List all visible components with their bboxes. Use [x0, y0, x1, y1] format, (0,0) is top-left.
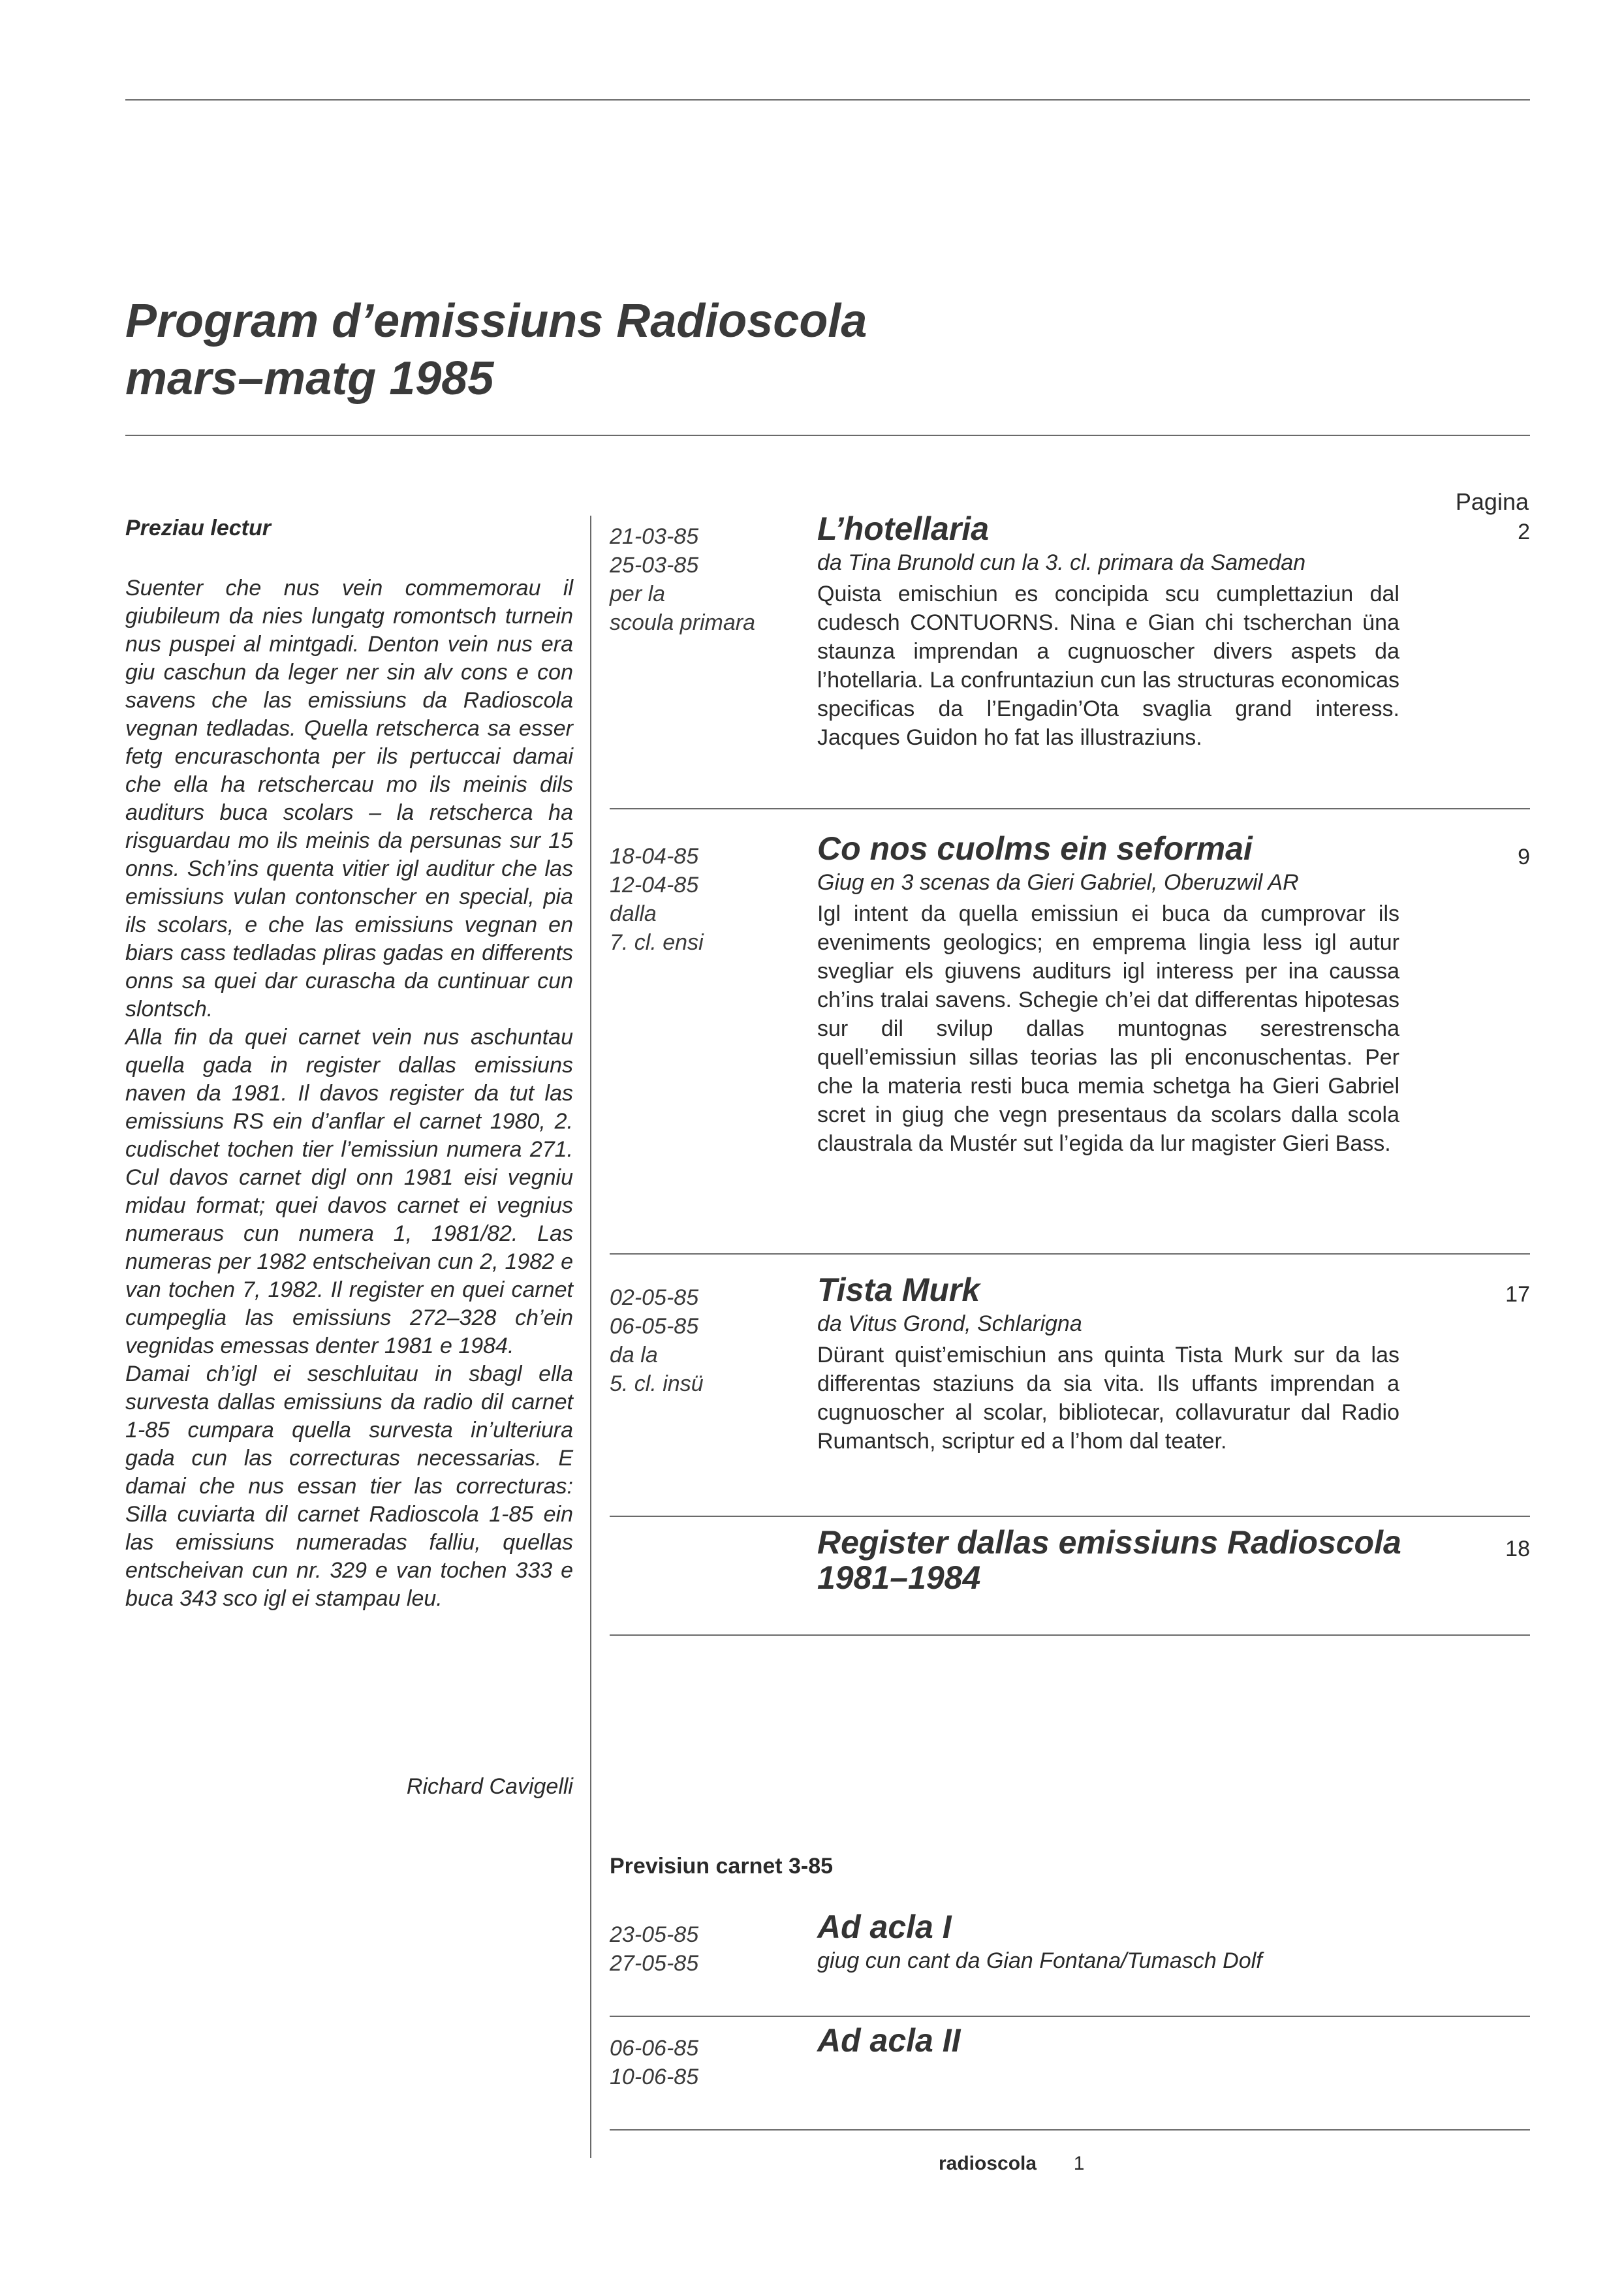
episode-page-number: 9: [1518, 845, 1530, 869]
date: 10-06-85: [610, 2065, 699, 2089]
preview-rule-2: [610, 2129, 1530, 2131]
preview-heading: Previsiun carnet 3-85: [610, 1854, 834, 1879]
preview-subtitle: giug cun cant da Gian Fontana/Tumasch Dolf: [817, 1948, 1262, 1973]
audience: 7. cl. ensi: [610, 930, 704, 955]
episode-page-number: 17: [1505, 1282, 1530, 1307]
intro-paragraph: Damai ch’igl ei seschluitau in sbagl ella survesta dallas emissiuns da radio dil carnet 1-85 cumpara quella survesta in’ulteriura gada cun las correcturas necessarias. E damai che nus essan tier las correcturas: Silla cuviarta dil carnet Radioscola 1-85 ein las emissiuns numeradas falliu, quellas entscheivan cun nr. 329 e van tochen 333 e buca 343 sco igl ei stampau leu.: [125, 1362, 573, 1611]
register-title: [817, 1525, 1401, 1595]
episode-page-number: 2: [1518, 520, 1530, 544]
episode-title: Tista Murk: [817, 1272, 980, 1308]
intro-paragraph: Suenter che nus vein commemorau il giubileum da nies lungatg romontsch turnein nus puspei al mintgadi. Denton vein nus era giu caschun da leger ner sin alv cons e con savens che las emissiuns da Radioscola vegnan tedladas. Quella retscherca sa esser fetg encuraschonta per ils pertuccai damai che ella ha retschercau mo ils meinis dils auditurs buca scolars – la retscherca ha risguardau mo ils meinis da persunas sur 15 onns. Sch’ins quenta vitier igl auditur che las emissiuns vulan contonscher en special, pia ils scolars, e che las emissiuns vegnan en biars cass tedladas pliras gadas en differents onns sa quei dar curascha da cuntinuar cun slontsch.: [125, 576, 573, 1022]
register-title-line2: 1981–1984: [817, 1559, 981, 1596]
preview-item: [817, 2021, 961, 2060]
episode-description: Igl intent da quella emissiun ei buca da cumprovar ils eveniments geologics; en emprema lingia less igl autur svegliar els giuvens auditurs igl interess per ina caussa ch’ins tralai savens. Schegie ch’ei dat differentas hipotesas sur dil svilup dallas muntognas serestrenscha quell’emissiun sillas teorias las pli enconuschentas. Per che la materia resti buca memia schetga ha Gieri Gabriel scret in giug che vegn presentaus da scolars dalla scola claustrala da Mustér sut l’egida da lur magister Gieri Bass.: [817, 901, 1399, 1156]
episode-title: Co nos cuolms ein seformai: [817, 830, 1253, 867]
intro-paragraph: Alla fin da quei carnet vein nus aschuntau quella gada in register dallas emissiuns naven da 1981. Il davos register da tut las emissiuns RS ein d’anflar el carnet 1980, 2. cudischet tochen tier l’emissiun numera 271. Cul davos carnet digl onn 1981 eisi vegniu midau format; quei davos carnet ei vegnius numeraus cun numera 1, 1981/82. Las numeras per 1982 entscheivan cun 2, 1982 e van tochen 7, 1982. Il register en quei carnet cumpeglia las emissiuns 272–328 ch’ein vegnidas emessas denter 1981 e 1984.: [125, 1025, 573, 1358]
episode-dates: [610, 522, 755, 637]
episode-dates: [610, 1283, 704, 1398]
audience: per la: [610, 582, 666, 606]
date: 12-04-85: [610, 873, 699, 898]
page-title: [125, 292, 867, 407]
preview-rule-1: [610, 2016, 1530, 2017]
date: 06-05-85: [610, 1314, 699, 1339]
episode-block: [817, 829, 1399, 1158]
page-title-line2: mars–matg 1985: [125, 352, 494, 405]
preview-title: Ad acla I: [817, 1909, 952, 1945]
footer: [939, 2153, 1084, 2175]
preview-item: [817, 1907, 1262, 1975]
episode-dates: [610, 842, 704, 957]
date: 06-06-85: [610, 2036, 699, 2061]
intro-signature: Richard Cavigelli: [406, 1774, 573, 1799]
top-rule: [125, 99, 1530, 101]
episode-rule-2: [610, 1253, 1530, 1255]
register-rule: [610, 1634, 1530, 1636]
register-title-line1: Register dallas emissiuns Radioscola: [817, 1524, 1401, 1561]
footer-page-number: 1: [1073, 2153, 1085, 2174]
date: 25-03-85: [610, 553, 699, 578]
date: 27-05-85: [610, 1951, 699, 1976]
date: 02-05-85: [610, 1285, 699, 1310]
date: 18-04-85: [610, 844, 699, 869]
intro-heading: Preziau lectur: [125, 516, 271, 540]
page-title-line1: Program d’emissiuns Radioscola: [125, 295, 867, 347]
title-rule: [125, 435, 1530, 436]
episode-description: Dürant quist’emischiun ans quinta Tista Murk sur da las differentas staziuns da sia vita. Ils uffants imprendan a cugnuoscher al scolar, bibliotecar, collavuratur dal Radio Rumantsch, scriptur ed a l’hom dal teater.: [817, 1343, 1399, 1454]
date: 21-03-85: [610, 524, 699, 549]
episode-rule-1: [610, 808, 1530, 809]
episode-title: L’hotellaria: [817, 510, 990, 547]
date: 23-05-85: [610, 1922, 699, 1947]
column-divider: [590, 516, 591, 2158]
audience: scoula primara: [610, 610, 755, 635]
intro-body: [125, 574, 573, 1613]
register-page-number: 18: [1505, 1537, 1530, 1561]
episode-description: Quista emischiun es concipida scu cumplettaziun dal cudesch CONTUORNS. Nina e Gian chi tscherchan üna staunza imprendan a cugnuoscher divers aspets da l’hotellaria. La confruntaziun cun las structuras economicas specificas da l’Engadin’Ota svaglia grand interess. Jacques Guidon ho fat las illustraziuns.: [817, 582, 1399, 750]
audience: da la: [610, 1343, 658, 1367]
audience: 5. cl. insü: [610, 1371, 704, 1396]
footer-label: radioscola: [939, 2153, 1037, 2174]
pagina-label: Pagina: [1455, 488, 1529, 515]
episode-subtitle: da Vitus Grond, Schlarigna: [817, 1311, 1082, 1336]
preview-dates: [610, 2034, 698, 2091]
episode-subtitle: Giug en 3 scenas da Gieri Gabriel, Oberuzwil AR: [817, 870, 1299, 895]
preview-title: Ad acla II: [817, 2022, 961, 2059]
episode-block: [817, 1270, 1399, 1456]
episode-rule-3: [610, 1516, 1530, 1517]
episode-block: [817, 509, 1399, 752]
preview-dates: [610, 1920, 698, 1978]
episode-subtitle: da Tina Brunold cun la 3. cl. primara da Samedan: [817, 550, 1306, 575]
audience: dalla: [610, 901, 657, 926]
